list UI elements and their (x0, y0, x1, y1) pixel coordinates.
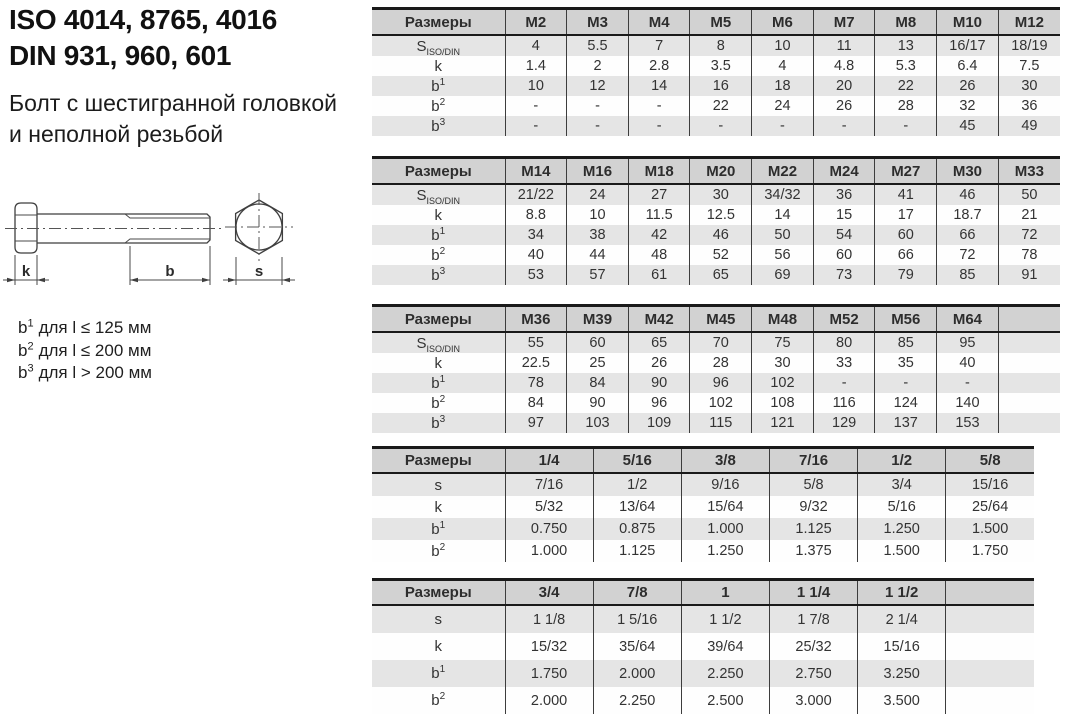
row-label: s (434, 611, 442, 628)
size-column-header: M27 (875, 158, 937, 185)
dim-label-k: k (21, 263, 31, 280)
table-cell: 18.7 (937, 205, 999, 225)
row-label: $S_{ISO/DIN}$ (416, 37, 461, 56)
table-cell: 85 (875, 332, 937, 353)
table-cell: 55 (505, 332, 567, 353)
table-row (372, 76, 1060, 96)
table-cell (946, 633, 1034, 660)
size-column-header: 3/8 (681, 448, 769, 474)
table-cell: 5/16 (858, 496, 946, 518)
standards-title-block (9, 2, 277, 74)
table-row (372, 116, 1060, 136)
table-cell: 52 (690, 245, 752, 265)
table-row (372, 518, 1034, 540)
table-cell: 9/32 (769, 496, 857, 518)
size-column-header: 1/2 (858, 448, 946, 474)
table-cell: 1.125 (593, 540, 681, 562)
table-cell: 153 (937, 413, 999, 433)
table-cell: 24 (567, 184, 629, 205)
table-row (372, 56, 1060, 76)
table-cell: 75 (752, 332, 814, 353)
bolt-side-view (3, 203, 224, 285)
table-cell: 12.5 (690, 205, 752, 225)
table-cell: 8.8 (505, 205, 567, 225)
table-cell: - (937, 373, 999, 393)
table-cell: 44 (567, 245, 629, 265)
table-cell: 39/64 (681, 633, 769, 660)
table-cell: 1.000 (681, 518, 769, 540)
row-label: $b^3$ (431, 413, 446, 432)
table-cell: 1/2 (593, 473, 681, 496)
table-cell: 1 1/8 (505, 605, 593, 633)
table-cell: 1.250 (858, 518, 946, 540)
table-cell (998, 332, 1060, 353)
table-row (372, 205, 1060, 225)
table-cell: 26 (813, 96, 875, 116)
dimension-table-inch-2 (372, 578, 1034, 714)
size-column-header: M16 (567, 158, 629, 185)
row-label: $b^3$ (431, 265, 446, 284)
table-cell: - (505, 96, 567, 116)
table-cell (998, 353, 1060, 373)
table-cell: 22 (875, 76, 937, 96)
table-cell: 14 (628, 76, 690, 96)
size-column-header: M10 (937, 9, 999, 36)
size-column-header (946, 580, 1034, 606)
table-cell: 84 (567, 373, 629, 393)
table-cell: 1.000 (505, 540, 593, 562)
table-cell: 30 (752, 353, 814, 373)
table-cell: 2.000 (593, 660, 681, 687)
size-column-header: M56 (875, 306, 937, 333)
standards-title-iso: ISO 4014, 8765, 4016 (9, 4, 277, 35)
table-cell: 0.750 (505, 518, 593, 540)
table-cell: 1 7/8 (769, 605, 857, 633)
table-cell: 48 (628, 245, 690, 265)
size-column-header: M52 (813, 306, 875, 333)
size-column-header: 5/16 (593, 448, 681, 474)
table-corner-header: Размеры (372, 158, 505, 185)
row-label: $b^1$ (431, 373, 446, 392)
table-cell: 4 (752, 56, 814, 76)
table-row (372, 184, 1060, 205)
table-cell: 2.250 (593, 687, 681, 714)
table-cell: 1.500 (946, 518, 1034, 540)
table-cell: 22 (690, 96, 752, 116)
size-column-header: M14 (505, 158, 567, 185)
table-cell: 2.750 (769, 660, 857, 687)
table-cell: 90 (628, 373, 690, 393)
table-header-row (372, 158, 1060, 185)
table-cell: 1.375 (769, 540, 857, 562)
row-label: k (434, 498, 442, 516)
table-cell: 38 (567, 225, 629, 245)
table-row (372, 605, 1034, 633)
table-cell: 102 (690, 393, 752, 413)
table-row (372, 332, 1060, 353)
table-cell: 45 (937, 116, 999, 136)
table-cell: - (690, 116, 752, 136)
table-cell: 2.500 (681, 687, 769, 714)
table-cell: 24 (752, 96, 814, 116)
table-cell: 11 (813, 35, 875, 56)
size-column-header: 7/8 (593, 580, 681, 606)
table-cell (998, 393, 1060, 413)
table-row (372, 373, 1060, 393)
table-cell: 102 (752, 373, 814, 393)
table-cell: 84 (505, 393, 567, 413)
table-cell: 1 5/16 (593, 605, 681, 633)
table-cell: 78 (505, 373, 567, 393)
table-cell: 137 (875, 413, 937, 433)
table-cell: 15/64 (681, 496, 769, 518)
table-cell: 129 (813, 413, 875, 433)
table-row (372, 413, 1060, 433)
row-label: $b^1$ (431, 225, 446, 244)
size-column-header: 1 1/2 (858, 580, 946, 606)
table-cell: - (567, 96, 629, 116)
table-cell (998, 373, 1060, 393)
bolt-end-view (223, 193, 295, 285)
table-cell: - (505, 116, 567, 136)
table-cell (946, 660, 1034, 687)
row-label: $b^2$ (431, 691, 446, 709)
table-cell: 40 (937, 353, 999, 373)
table-cell: 1 1/2 (681, 605, 769, 633)
size-column-header: M4 (628, 9, 690, 36)
table-corner-header: Размеры (372, 448, 505, 474)
table-cell: 95 (937, 332, 999, 353)
row-label: $b^2$ (431, 541, 446, 560)
product-name-line1: Болт с шестигранной головкой (9, 90, 337, 116)
table-cell: 5/8 (769, 473, 857, 496)
table-cell: 1.4 (505, 56, 567, 76)
size-column-header: M5 (690, 9, 752, 36)
dim-label-s: s (254, 263, 264, 280)
standards-title-din: DIN 931, 960, 601 (9, 40, 232, 71)
size-column-header: M2 (505, 9, 567, 36)
table-cell: 73 (813, 265, 875, 285)
table-cell: 140 (937, 393, 999, 413)
table-cell: 57 (567, 265, 629, 285)
table-cell: 3.250 (858, 660, 946, 687)
table-cell: - (752, 116, 814, 136)
table-cell: 26 (628, 353, 690, 373)
table-cell: 80 (813, 332, 875, 353)
table-cell: 7 (628, 35, 690, 56)
table-cell: 3.000 (769, 687, 857, 714)
table-cell: 28 (690, 353, 752, 373)
table-cell: 5.5 (567, 35, 629, 56)
table-cell: 21/22 (505, 184, 567, 205)
table-cell: 50 (752, 225, 814, 245)
table-cell: 27 (628, 184, 690, 205)
size-column-header: 1 (681, 580, 769, 606)
table-header-row (372, 448, 1034, 474)
table-cell: 50 (998, 184, 1060, 205)
size-column-header: M39 (567, 306, 629, 333)
dimension-table-inch-1 (372, 446, 1034, 562)
table-cell: 21 (998, 205, 1060, 225)
size-column-header: M42 (628, 306, 690, 333)
table-cell: - (628, 96, 690, 116)
size-column-header: M6 (752, 9, 814, 36)
row-label: $b^2$ (431, 96, 446, 115)
table-cell: 13/64 (593, 496, 681, 518)
product-name-block (9, 88, 337, 150)
table-cell: 25 (567, 353, 629, 373)
table-cell: 18/19 (998, 35, 1060, 56)
table-cell: 56 (752, 245, 814, 265)
table-cell: 72 (937, 245, 999, 265)
table-cell: 66 (937, 225, 999, 245)
table-row (372, 225, 1060, 245)
table-cell: 90 (567, 393, 629, 413)
table-cell: 1.250 (681, 540, 769, 562)
dim-label-b: b (165, 263, 175, 280)
size-column-header: 3/4 (505, 580, 593, 606)
row-label: $b^2$ (431, 393, 446, 412)
table-cell: 2 (567, 56, 629, 76)
table-cell: 116 (813, 393, 875, 413)
table-cell: 36 (998, 96, 1060, 116)
table-cell: 10 (752, 35, 814, 56)
table-cell: 46 (937, 184, 999, 205)
table-cell: 8 (690, 35, 752, 56)
product-name-line2: и неполной резьбой (9, 121, 224, 147)
table-cell: 69 (752, 265, 814, 285)
table-row (372, 473, 1034, 496)
table-cell: 3.5 (690, 56, 752, 76)
table-cell: 15/32 (505, 633, 593, 660)
bolt-technical-drawing (2, 188, 332, 320)
row-label: $b^1$ (431, 519, 446, 538)
table-cell: 15/16 (946, 473, 1034, 496)
table-cell: 10 (505, 76, 567, 96)
table-cell: 2.000 (505, 687, 593, 714)
table-cell: 5/32 (505, 496, 593, 518)
table-row (372, 353, 1060, 373)
table-cell: - (875, 116, 937, 136)
table-cell: 25/32 (769, 633, 857, 660)
table-cell: 25/64 (946, 496, 1034, 518)
footnote-b2: $b^2$ для l ≤ 200 мм (18, 339, 152, 360)
table-cell: 78 (998, 245, 1060, 265)
table-cell: 0.875 (593, 518, 681, 540)
row-label: s (434, 476, 442, 494)
size-column-header: M45 (690, 306, 752, 333)
table-header-row (372, 580, 1034, 606)
table-cell: 7.5 (998, 56, 1060, 76)
size-column-header: M3 (567, 9, 629, 36)
table-row (372, 496, 1034, 518)
table-cell: - (628, 116, 690, 136)
table-cell: 1.750 (946, 540, 1034, 562)
table-cell: 33 (813, 353, 875, 373)
size-column-header: M7 (813, 9, 875, 36)
table-cell: 22.5 (505, 353, 567, 373)
table-row (372, 393, 1060, 413)
footnotes-block (18, 317, 152, 385)
row-label: $b^2$ (431, 245, 446, 264)
table-cell: - (567, 116, 629, 136)
table-cell: 35/64 (593, 633, 681, 660)
size-column-header: M48 (752, 306, 814, 333)
row-label: $S_{ISO/DIN}$ (416, 186, 461, 205)
table-cell: 36 (813, 184, 875, 205)
table-cell: 60 (567, 332, 629, 353)
table-cell: 108 (752, 393, 814, 413)
table-row (372, 660, 1034, 687)
size-column-header (998, 306, 1060, 333)
table-corner-header: Размеры (372, 580, 505, 606)
table-corner-header: Размеры (372, 9, 505, 36)
footnote-b1: $b^1$ для l ≤ 125 мм (18, 317, 152, 337)
table-cell: 3.500 (858, 687, 946, 714)
row-label: k (434, 638, 442, 655)
table-cell: 2 1/4 (858, 605, 946, 633)
size-column-header: M18 (628, 158, 690, 185)
size-column-header: M30 (937, 158, 999, 185)
size-column-header: M8 (875, 9, 937, 36)
table-cell: 72 (998, 225, 1060, 245)
table-cell: 121 (752, 413, 814, 433)
table-cell: 96 (628, 393, 690, 413)
table-cell: - (875, 373, 937, 393)
table-corner-header: Размеры (372, 306, 505, 333)
table-cell: 109 (628, 413, 690, 433)
size-column-header: M36 (505, 306, 567, 333)
table-cell: 30 (998, 76, 1060, 96)
table-cell: 91 (998, 265, 1060, 285)
table-cell: 60 (875, 225, 937, 245)
table-cell: 5.3 (875, 56, 937, 76)
table-cell: 85 (937, 265, 999, 285)
table-cell: 70 (690, 332, 752, 353)
size-column-header: M20 (690, 158, 752, 185)
row-label: $S_{ISO/DIN}$ (416, 334, 461, 353)
size-column-header: M12 (998, 9, 1060, 36)
table-cell: 103 (567, 413, 629, 433)
table-cell: 14 (752, 205, 814, 225)
table-row (372, 35, 1060, 56)
dimension-table-metric-3 (372, 304, 1060, 433)
size-column-header: M64 (937, 306, 999, 333)
table-cell: 3/4 (858, 473, 946, 496)
table-cell: 49 (998, 116, 1060, 136)
size-column-header: 1 1/4 (769, 580, 857, 606)
table-cell: 11.5 (628, 205, 690, 225)
row-label: k (434, 206, 442, 224)
row-label: k (434, 354, 442, 372)
table-cell: 115 (690, 413, 752, 433)
table-header-row (372, 306, 1060, 333)
table-cell: 34/32 (752, 184, 814, 205)
table-cell: 28 (875, 96, 937, 116)
size-column-header: M24 (813, 158, 875, 185)
table-cell: 79 (875, 265, 937, 285)
row-label: $b^3$ (431, 116, 446, 135)
table-cell: 60 (813, 245, 875, 265)
table-cell (946, 687, 1034, 714)
table-cell: 1.125 (769, 518, 857, 540)
row-label: $b^1$ (431, 664, 446, 682)
table-header-row (372, 9, 1060, 36)
table-cell: 4.8 (813, 56, 875, 76)
table-cell: 20 (813, 76, 875, 96)
table-cell: 2.250 (681, 660, 769, 687)
table-row (372, 96, 1060, 116)
table-cell: 124 (875, 393, 937, 413)
dimension-table-metric-2 (372, 156, 1060, 285)
table-cell: 1.500 (858, 540, 946, 562)
table-cell: 34 (505, 225, 567, 245)
table-cell: 26 (937, 76, 999, 96)
table-row (372, 540, 1034, 562)
table-cell: 97 (505, 413, 567, 433)
size-column-header: 7/16 (769, 448, 857, 474)
row-label: $b^1$ (431, 76, 446, 95)
footnote-b3: $b^3$ для l > 200 мм (18, 362, 152, 382)
table-cell: 61 (628, 265, 690, 285)
table-cell: 96 (690, 373, 752, 393)
table-cell: 12 (567, 76, 629, 96)
table-cell: 15 (813, 205, 875, 225)
table-cell: 65 (628, 332, 690, 353)
table-cell: 10 (567, 205, 629, 225)
table-cell: 18 (752, 76, 814, 96)
table-cell: 15/16 (858, 633, 946, 660)
table-cell: 6.4 (937, 56, 999, 76)
size-column-header: M33 (998, 158, 1060, 185)
table-cell (998, 413, 1060, 433)
table-cell: - (813, 373, 875, 393)
size-column-header: 1/4 (505, 448, 593, 474)
dimension-table-metric-1 (372, 7, 1060, 136)
size-column-header: M22 (752, 158, 814, 185)
table-cell: 1.750 (505, 660, 593, 687)
table-cell: 35 (875, 353, 937, 373)
table-cell: 65 (690, 265, 752, 285)
table-cell: 42 (628, 225, 690, 245)
table-cell: 17 (875, 205, 937, 225)
table-cell: 30 (690, 184, 752, 205)
table-row (372, 687, 1034, 714)
table-cell: 9/16 (681, 473, 769, 496)
table-cell: 4 (505, 35, 567, 56)
table-cell: 7/16 (505, 473, 593, 496)
table-cell: - (813, 116, 875, 136)
table-cell: 16/17 (937, 35, 999, 56)
table-row (372, 245, 1060, 265)
size-column-header: 5/8 (946, 448, 1034, 474)
table-cell: 2.8 (628, 56, 690, 76)
table-cell: 41 (875, 184, 937, 205)
table-row (372, 633, 1034, 660)
table-cell: 54 (813, 225, 875, 245)
row-label: k (434, 57, 442, 75)
table-row (372, 265, 1060, 285)
table-cell: 46 (690, 225, 752, 245)
table-cell: 53 (505, 265, 567, 285)
table-cell: 13 (875, 35, 937, 56)
table-cell (946, 605, 1034, 633)
table-cell: 40 (505, 245, 567, 265)
table-cell: 32 (937, 96, 999, 116)
table-cell: 66 (875, 245, 937, 265)
table-cell: 16 (690, 76, 752, 96)
